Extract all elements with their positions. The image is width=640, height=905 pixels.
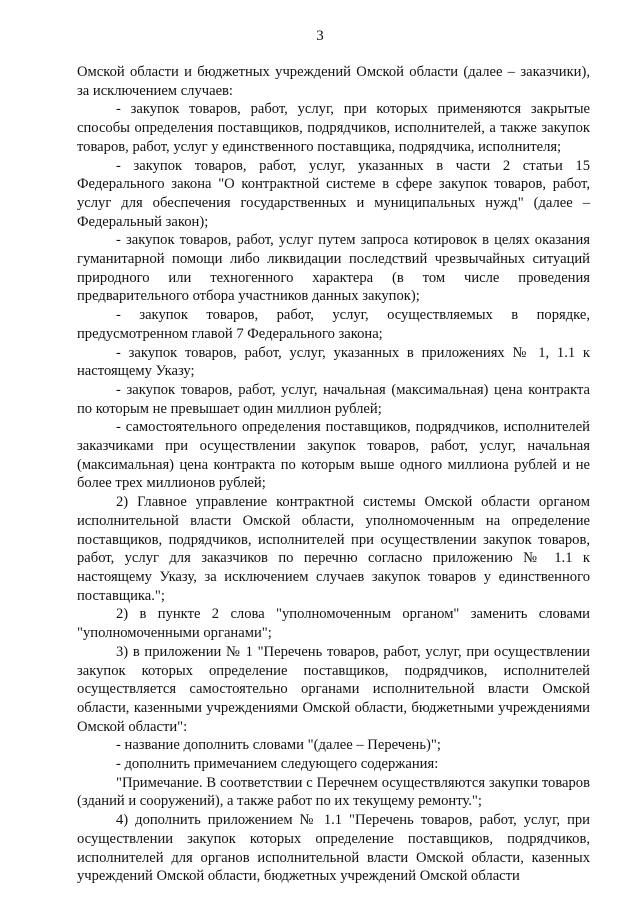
paragraph-one-million: - закупок товаров, работ, услуг, начальная (максимальная) цена контракта по которым не превышает один миллион рублей; <box>77 381 590 417</box>
page-number: 3 <box>316 28 324 44</box>
paragraph-note-addition: - дополнить примечанием следующего содержания: <box>116 756 439 773</box>
paragraph-chapter-7: - закупок товаров, работ, услуг, осуществляемых в порядке, предусмотренном главой 7 Федерального закона; <box>77 307 590 342</box>
paragraph-intro: Омской области и бюджетных учреждений Омской области (далее – заказчики), за исключением случаев: <box>77 64 590 99</box>
paragraph-appendices: - закупок товаров, работ, услуг, указанных в приложениях № 1, 1.1 к настоящему Указу; <box>77 344 590 380</box>
paragraph-main-directorate: 2) Главное управление контрактной системы Омской области органом исполнительной власти Омской области, уполномоченным на определение поставщиков, подрядчиков, исполнителей при осуществлении закупок товаров, работ, услуг для заказчиков по перечню согласно приложению № 1.1 к настоящему Указу, за исключением случаев закупок товаров у единственного поставщика."; <box>77 494 590 604</box>
document-body <box>77 63 590 886</box>
paragraph-item-3: 3) в приложении № 1 "Перечень товаров, работ, услуг, при осуществлении закупок которых определение поставщиков, подрядчиков, исполнителей осуществляется самостоятельно органами исполнительной власти Омской области, казенными учреждениями Омской области, бюджетными учреждениями Омской области": <box>77 643 590 735</box>
paragraph-closed-methods: - закупок товаров, работ, услуг, при которых применяются закрытые способы определения поставщиков, подрядчиков, исполнителей, а также закупок товаров, работ, услуг у единственного поставщика, подрядчика, исполнителя; <box>77 101 590 155</box>
paragraph-humanitarian: - закупок товаров, работ, услуг путем запроса котировок в целях оказания гуманитарной помощи либо ликвидации последствий чрезвычайных ситуаций природного или техногенного характера (в том числе проведения предварительного отбора участников данных закупок); <box>77 232 590 305</box>
paragraph-note-text: "Примечание. В соответствии с Перечнем осуществляются закупки товаров (зданий и сооружений), а также работ по их текущему ремонту."; <box>77 774 590 810</box>
paragraph-title-addition: - название дополнить словами "(далее – Перечень)"; <box>116 737 441 754</box>
paragraph-item-4: 4) дополнить приложением № 1.1 "Перечень товаров, работ, услуг, при осуществлении закупок которых определение поставщиков, подрядчиков, исполнителей для органов исполнительной власти Омской области, казенных учреждений Омской области, бюджетных учреждений Омской области <box>77 812 590 885</box>
paragraph-three-million: - самостоятельного определения поставщиков, подрядчиков, исполнителей заказчиками при осуществлении закупок товаров, работ, услуг, начальная (максимальная) цена контракта по которым выше одного миллиона рублей и не более трех миллионов рублей; <box>77 419 590 492</box>
paragraph-item-2: 2) в пункте 2 слова "уполномоченным органом" заменить словами "уполномоченными органами"; <box>77 606 590 642</box>
paragraph-article-15: - закупок товаров, работ, услуг, указанных в части 2 статьи 15 Федерального закона "О контрактной системе в сфере закупок товаров, работ, услуг для обеспечения государственных и муниципальных нужд" (далее – Федеральный закон); <box>77 157 590 230</box>
